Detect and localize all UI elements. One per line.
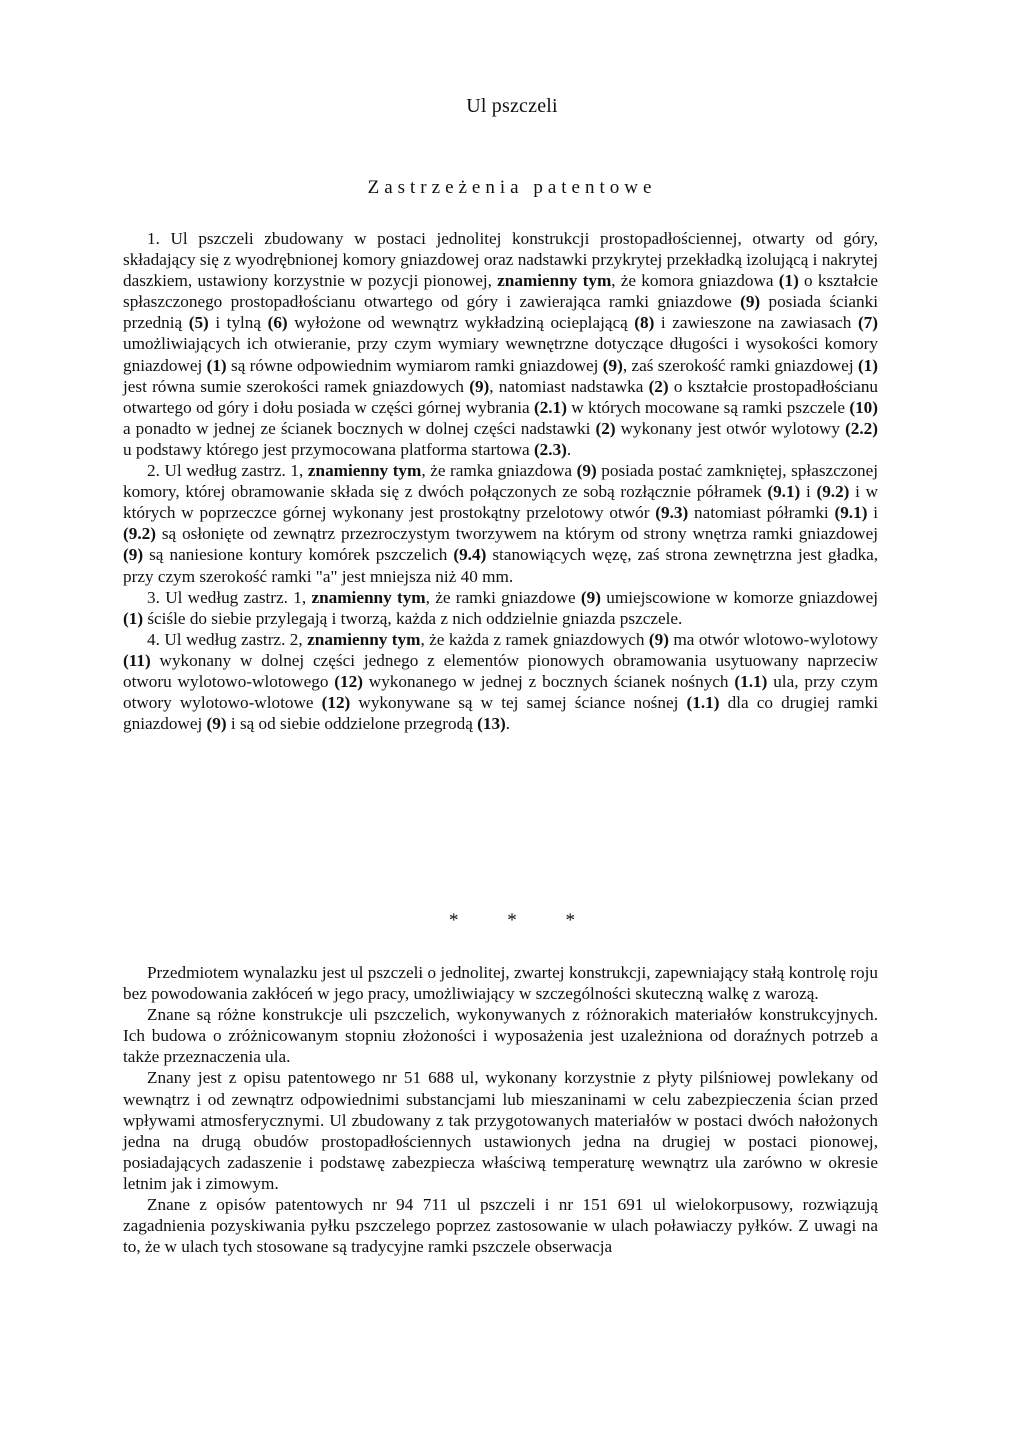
bold-run: znamienny tym xyxy=(307,629,421,649)
bold-run: (12) xyxy=(334,671,363,691)
text-run: i xyxy=(800,482,817,502)
text-run: , że komora gniazdowa xyxy=(611,271,779,291)
description-paragraph: Przedmiotem wynalazku jest ul pszczeli o jednolitej, zwartej konstrukcji, zapewniający stałą kontrolę roju bez powodowania zakłóceń w jego pracy, umożliwiający w szczególności skuteczną walkę z warozą. xyxy=(123,963,878,1004)
claim-paragraph xyxy=(123,228,878,460)
text-run: posiada postać zamkniętej, spłaszczonej komory, której obramowanie składa się z dwóch połączonych ze sobą rozłącznie półramek xyxy=(123,461,878,502)
bold-run: (1) xyxy=(123,608,144,628)
text-run: ma otwór wlotowo-wylotowy xyxy=(668,629,878,649)
bold-run: (2) xyxy=(595,418,616,438)
text-run: . xyxy=(505,714,511,734)
bold-run: (2) xyxy=(648,376,669,396)
text-run: stanowiących węzę, zaś strona zewnętrzna jest gładka, przy czym szerokość ramki "a" jest mniejsza niż 40 mm. xyxy=(123,545,879,586)
bold-run: (1.1) xyxy=(734,671,768,691)
text-run: umożliwiających ich otwieranie, przy czym wymiary wewnętrzne dotyczące długości i wysokości komory gniazdowej xyxy=(123,334,878,375)
text-run: o kształcie prostopadłościanu otwartego od góry i dołu posiada w części górnej wybrania xyxy=(123,376,879,417)
bold-run: (9) xyxy=(123,545,144,565)
text-run: 4. Ul według zastrz. 2, xyxy=(147,629,308,649)
text-run: u podstawy którego jest przymocowana platforma startowa xyxy=(123,439,534,459)
text-run: są równe odpowiednim wymiarom ramki gniazdowej xyxy=(226,355,603,375)
text-run: , natomiast nadstawka xyxy=(489,376,649,396)
bold-run: (8) xyxy=(634,313,655,333)
text-run: wykonany w dolnej części jednego z elementów pionowych obramowania usytuowany naprzeciw otworu wylotowo-wlotowego xyxy=(123,650,878,691)
text-run: wykonanego w jednej z bocznych ścianek nośnych xyxy=(362,671,735,691)
text-run: są osłonięte od zewnątrz przezroczystym tworzywem na którym od strony wnętrza ramki gniazdowej xyxy=(155,524,878,544)
text-run: , że ramki gniazdowe xyxy=(425,587,581,607)
text-run: i xyxy=(867,503,878,523)
bold-run: znamienny tym xyxy=(307,461,422,481)
text-run: , zaś szerokość ramki gniazdowej xyxy=(622,355,858,375)
text-run: i zawieszone na zawiasach xyxy=(654,313,858,333)
claims-section xyxy=(123,228,878,734)
text-run: 1. Ul pszczeli zbudowany w postaci jednolitej konstrukcji prostopadłościennej, otwarty od góry, składający się z wyodrębnionej komory gniazdowej oraz nadstawki przykrytej przekładką izolującą i nakrytej daszkiem, ustawiony korzystnie w pozycji pionowej, xyxy=(123,229,879,291)
text-run: ściśle do siebie przylegają i tworzą, każda z nich oddzielnie gniazda pszczele. xyxy=(143,608,683,628)
bold-run: (9.1) xyxy=(834,503,868,523)
text-run: 2. Ul według zastrz. 1, xyxy=(147,461,308,481)
text-run: a ponadto w jednej ze ścianek bocznych w dolnej części nadstawki xyxy=(123,418,596,438)
description-paragraph: Znane z opisów patentowych nr 94 711 ul pszczeli i nr 151 691 ul wielokorpusowy, rozwiązują zagadnienia pozyskiwania pyłku pszczelego poprzez zastosowanie w ulach poławiaczy pyłków. Z uwagi na to, że w ulach tych stosowane są tradycyjne ramki pszczele obserwacja xyxy=(123,1195,878,1257)
claim-paragraph xyxy=(123,460,878,587)
bold-run: (9) xyxy=(206,714,227,734)
bold-run: znamienny tym xyxy=(497,271,612,291)
description-paragraph: Znane są różne konstrukcje uli pszczelich, wykonywanych z różnorakich materiałów konstrukcyjnych. Ich budowa o zróżnicowanym stopniu złożoności i wyposażenia jest uzależniona od doraźnych potrzeb a także przeznaczenia ula. xyxy=(123,1005,878,1067)
bold-run: znamienny tym xyxy=(311,587,426,607)
bold-run: (9.3) xyxy=(655,503,689,523)
text-run: dla co drugiej ramki gniazdowej xyxy=(123,693,878,734)
bold-run: (10) xyxy=(849,397,878,417)
bold-run: (1) xyxy=(778,271,799,291)
text-run: są naniesione kontury komórek pszczelich xyxy=(143,545,454,565)
bold-run: (1.1) xyxy=(686,693,720,713)
claim-paragraph xyxy=(123,587,878,629)
text-run: , że ramka gniazdowa xyxy=(421,461,577,481)
bold-run: (1) xyxy=(857,355,878,375)
claims-heading: Zastrzeżenia patentowe xyxy=(367,177,657,198)
bold-run: (9) xyxy=(580,587,601,607)
bold-run: (9) xyxy=(648,629,669,649)
text-run: o kształcie spłaszczonego prostopadłościanu otwartego od góry i zawierająca ramki gniazdowe xyxy=(123,271,878,312)
text-run: wyłożone od wewnątrz wykładziną ocieplającą xyxy=(287,313,635,333)
bold-run: (12) xyxy=(321,693,351,713)
text-run: , że każda z ramek gniazdowych xyxy=(420,629,649,649)
text-run: w których mocowane są ramki pszczele xyxy=(566,397,850,417)
text-run: natomiast półramki xyxy=(688,503,835,523)
text-run: 3. Ul według zastrz. 1, xyxy=(147,587,312,607)
text-run: umiejscowione w komorze gniazdowej xyxy=(600,587,879,607)
bold-run: (9.2) xyxy=(123,524,156,544)
document-title: Ul pszczeli xyxy=(466,95,558,117)
description-paragraph: Znany jest z opisu patentowego nr 51 688 ul, wykonany korzystnie z płyty pilśniowej powlekany od wewnątrz i od zewnątrz odpowiednimi substancjami lub mieszaninami w celu zabezpieczenia ścian przed wpływami atmosferycznymi. Ul zbudowany z tak przygotowanych materiałów w postaci dwóch nałożonych jedna na drugą obudów prostopadłościennych ustawionych jedna na drugiej w postaci pionowej, posiadających zadaszenie i podstawę zabezpiecza właściwą temperaturę wewnątrz ula zarówno w okresie letnim jak i zimowym. xyxy=(123,1068,878,1193)
text-run: i w których w poprzeczce górnej wykonany jest prostokątny przelotowy otwór xyxy=(123,482,879,523)
text-run: i tylną xyxy=(208,313,268,333)
bold-run: (7) xyxy=(857,313,878,333)
bold-run: (1) xyxy=(206,355,227,375)
bold-run: (6) xyxy=(267,313,288,333)
bold-run: (5) xyxy=(188,313,209,333)
bold-run: (9) xyxy=(602,355,623,375)
text-run: wykonywane są w tej samej ściance nośnej xyxy=(350,693,687,713)
text-run: wykonany jest otwór wylotowy xyxy=(615,418,846,438)
bold-run: (2.3) xyxy=(533,439,567,459)
bold-run: (9.1) xyxy=(767,482,801,502)
bold-run: (9.2) xyxy=(816,482,850,502)
text-run: i są od siebie oddzielone przegrodą xyxy=(226,714,478,734)
bold-run: (9) xyxy=(469,376,490,396)
text-run: posiada ścianki przednią xyxy=(123,292,878,333)
description-section xyxy=(123,962,878,1257)
bold-run: (9) xyxy=(576,461,597,481)
bold-run: (9) xyxy=(740,292,761,312)
bold-run: (13) xyxy=(477,714,506,734)
text-run: . xyxy=(566,439,572,459)
text-run: ula, przy czym otwory wylotowo-wlotowe xyxy=(123,671,878,713)
bold-run: (11) xyxy=(123,650,151,670)
section-separator: * * * xyxy=(449,910,597,931)
bold-run: (2.2) xyxy=(845,418,878,438)
text-run: jest równa sumie szerokości ramek gniazdowych xyxy=(123,376,470,396)
claim-paragraph xyxy=(123,629,878,734)
bold-run: (9.4) xyxy=(453,545,487,565)
bold-run: (2.1) xyxy=(533,397,567,417)
